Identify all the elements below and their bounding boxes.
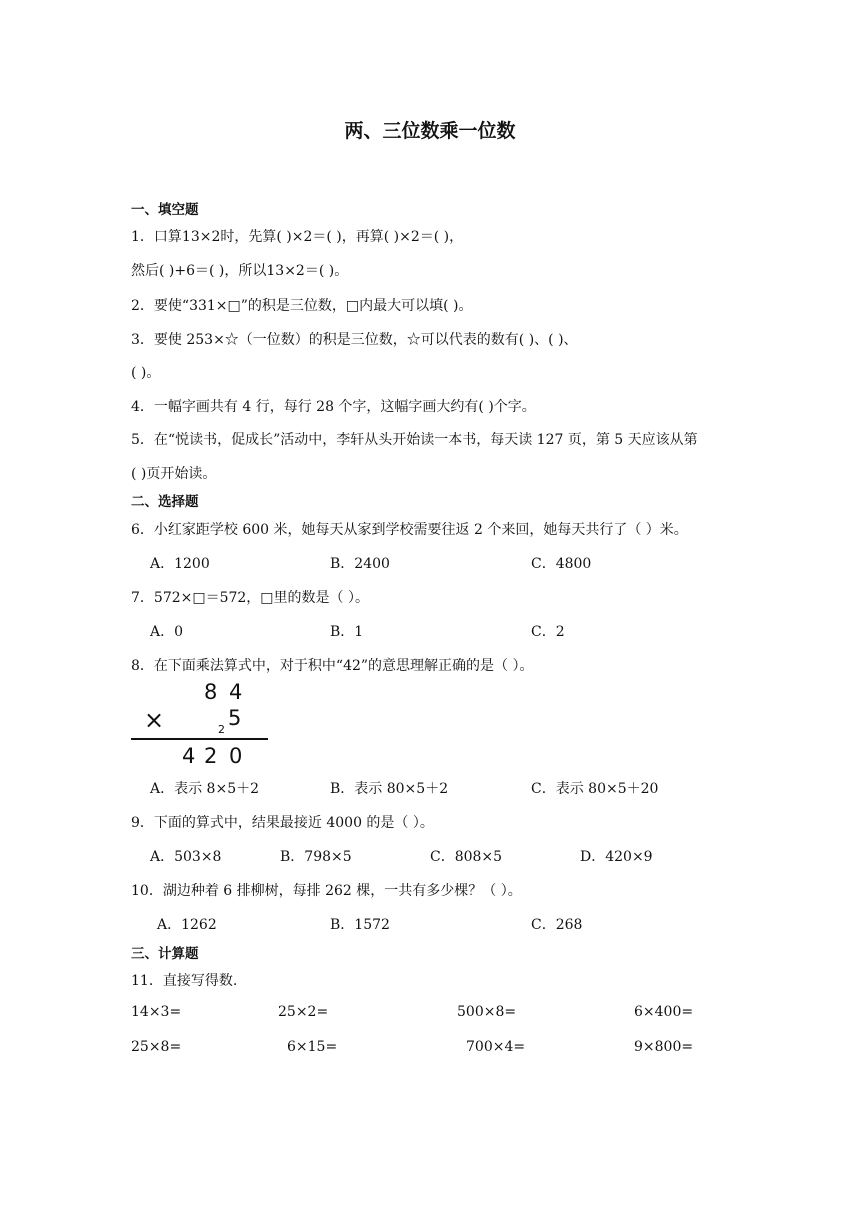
- option-10-c: C．268: [531, 917, 583, 933]
- calc-item: 700×4=: [466, 1039, 526, 1055]
- product-digit-hundreds: 4: [182, 744, 196, 768]
- option-9-a: A．503×8: [150, 849, 222, 865]
- option-9-d: D．420×9: [580, 849, 653, 865]
- option-8-c: C．表示 80×5＋20: [531, 781, 659, 797]
- option-7-c: C．2: [531, 624, 565, 640]
- question-1-line-2: 然后( )+6＝( )，所以13×2＝( )。: [131, 263, 349, 279]
- product-digit-tens: 2: [204, 744, 218, 768]
- question-9: 9．下面的算式中，结果最接近 4000 的是（ ）。: [131, 815, 434, 831]
- multiplicand-digit-tens: 8: [204, 680, 218, 704]
- option-6-a: A．1200: [150, 556, 210, 572]
- calc-item: 25×2=: [278, 1004, 329, 1020]
- option-8-a: A．表示 8×5＋2: [150, 781, 260, 797]
- multiplier-digit: 5: [228, 706, 242, 730]
- question-6: 6．小红家距学校 600 米，她每天从家到学校需要往返 2 个来回，她每天共行了（ ）米。: [131, 522, 688, 538]
- question-5-line-2: ( )页开始读。: [131, 466, 217, 482]
- times-sign: ×: [144, 706, 165, 734]
- question-11: 11．直接写得数.: [131, 973, 238, 989]
- question-7: 7．572×□＝572，□里的数是（ ）。: [131, 590, 369, 606]
- question-5-line-1: 5．在“悦读书，促成长”活动中，李轩从头开始读一本书，每天读 127 页，第 5 天应该从第: [131, 432, 698, 448]
- product-digit-ones: 0: [229, 744, 243, 768]
- option-9-c: C．808×5: [430, 849, 503, 865]
- calc-item: 9×800=: [634, 1039, 694, 1055]
- option-9-b: B．798×5: [280, 849, 352, 865]
- carry-digit: 2: [218, 723, 225, 736]
- option-7-b: B．1: [330, 624, 364, 640]
- section-heading-calculation: 三、计算题: [131, 946, 199, 962]
- question-10: 10．湖边种着 6 排柳树，每排 262 棵，一共有多少棵？（ ）。: [131, 883, 522, 899]
- question-2: 2．要使“331×□”的积是三位数，□内最大可以填( )。: [131, 298, 473, 314]
- section-heading-multiple-choice: 二、选择题: [131, 494, 199, 510]
- question-3-line-2: ( )。: [131, 365, 161, 381]
- page-title: 两、三位数乘一位数: [344, 120, 516, 142]
- calc-item: 25×8=: [131, 1039, 182, 1055]
- option-6-c: C．4800: [531, 556, 592, 572]
- multiplicand-digit-ones: 4: [229, 680, 243, 704]
- product-line: [131, 738, 268, 740]
- question-3-line-1: 3．要使 253×☆（一位数）的积是三位数，☆可以代表的数有( )、( )、: [131, 332, 578, 348]
- option-7-a: A．0: [150, 624, 184, 640]
- calc-item: 14×3=: [131, 1004, 182, 1020]
- calc-item: 6×400=: [634, 1004, 694, 1020]
- calc-item: 6×15=: [287, 1039, 338, 1055]
- section-heading-fill-blank: 一、填空题: [131, 202, 199, 218]
- calc-item: 500×8=: [457, 1004, 517, 1020]
- question-1-line-1: 1．口算13×2时，先算( )×2＝( )，再算( )×2＝( )，: [131, 229, 464, 245]
- question-4: 4．一幅字画共有 4 行，每行 28 个字，这幅字画大约有( )个字。: [131, 399, 536, 415]
- question-8: 8．在下面乘法算式中，对于积中“42”的意思理解正确的是（ ）。: [131, 658, 534, 674]
- option-10-b: B．1572: [330, 917, 390, 933]
- option-6-b: B．2400: [330, 556, 390, 572]
- option-8-b: B．表示 80×5＋2: [330, 781, 449, 797]
- option-10-a: A．1262: [157, 917, 217, 933]
